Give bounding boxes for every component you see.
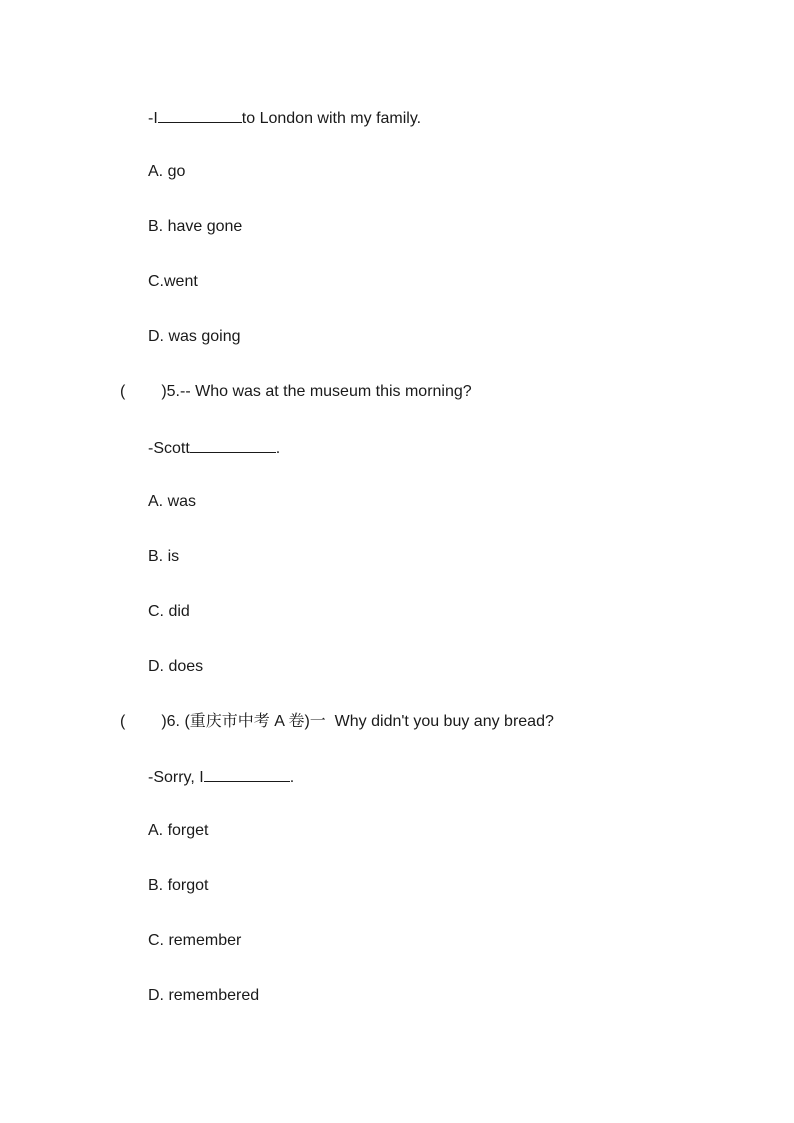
q5-option-d: D. does [148,658,204,675]
q4-option-a: A. go [148,163,186,180]
q6-stem: )6. (重庆市中考 A 卷)一 Why didn't you buy any bread? [161,713,554,730]
q6-answer-suffix: . [289,769,295,786]
q4-answer-line [148,107,421,129]
q5-answer-line [148,437,280,459]
q6-answer-blank [204,766,290,782]
q6-option-d: D. remembered [148,987,260,1004]
q5-answer-suffix: . [275,440,281,457]
q4-option-b: B. have gone [148,218,243,235]
q5-stem-line [120,382,472,402]
q5-option-a: A. was [148,493,197,510]
q4-answer-blank [158,107,242,123]
q5-answer-blank [190,437,276,453]
q6-stem-line [120,712,554,732]
q6-option-c: C. remember [148,932,242,949]
q4-answer-prefix: -I [148,110,158,127]
q5-option-b: B. is [148,548,180,565]
q5-paren-open: ( [120,383,126,400]
q6-option-b: B. forgot [148,877,209,894]
q4-option-d: D. was going [148,328,241,345]
q4-answer-suffix: to London with my family. [241,110,422,127]
q5-option-c: C. did [148,603,190,620]
q4-option-c: C.went [148,273,198,290]
q5-stem: )5.-- Who was at the museum this morning? [161,383,472,400]
q6-option-a: A. forget [148,822,209,839]
q6-paren-open: ( [120,713,126,730]
q5-answer-prefix: -Scott [148,440,190,457]
q6-answer-prefix: -Sorry, I [148,769,204,786]
q6-answer-line [148,766,294,788]
